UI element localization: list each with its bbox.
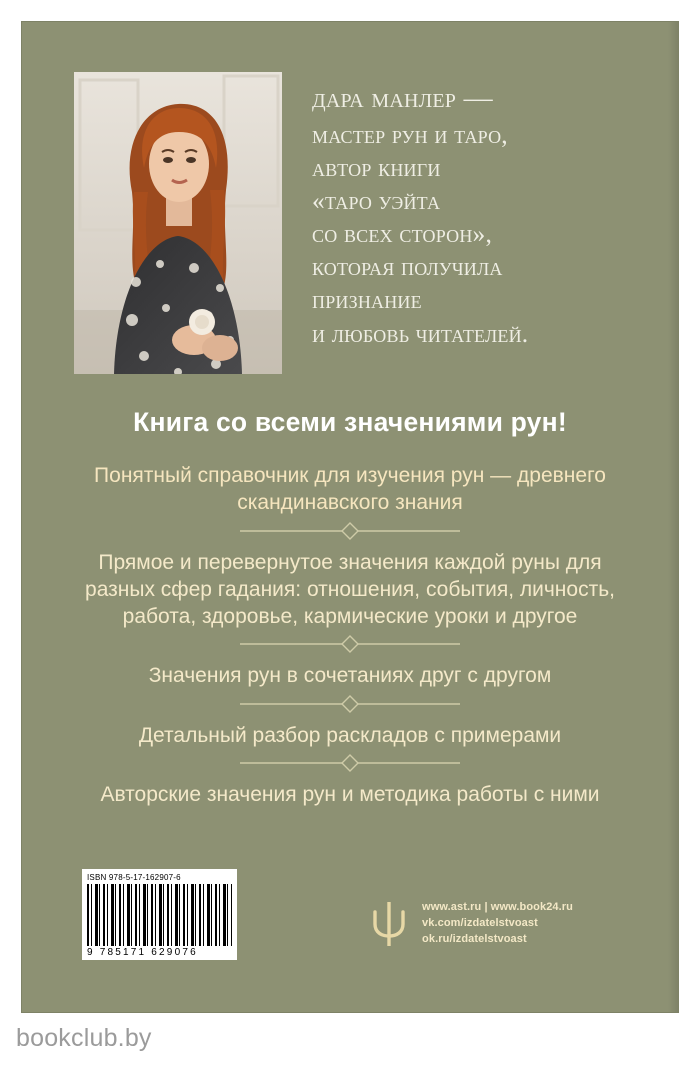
isbn-text: ISBN 978-5-17-162907-6 xyxy=(87,873,181,882)
author-block xyxy=(74,72,634,372)
barcode-bars xyxy=(87,884,232,946)
author-line-6: которая получила xyxy=(312,252,503,282)
ornament-icon xyxy=(230,694,470,714)
publisher-link-2[interactable]: vk.com/izdatelstvoast xyxy=(422,917,538,930)
barcode xyxy=(82,869,237,960)
author-line-8: и любовь читателей. xyxy=(312,318,529,348)
feature-item: Понятный справочник для изучения рун — древнего скандинавского знания xyxy=(94,464,606,515)
psi-logo-icon xyxy=(368,898,410,950)
feature-item: Авторские значения рун и методика работы с ними xyxy=(100,783,600,807)
publisher-links xyxy=(422,900,573,948)
author-photo xyxy=(74,72,282,374)
ornament-icon xyxy=(230,521,470,541)
ornament-icon xyxy=(230,634,470,654)
author-line-5: со всех сторон», xyxy=(312,219,493,249)
author-line-2: мастер рун и таро, xyxy=(312,119,508,149)
publisher-link-3[interactable]: ok.ru/izdatelstvoast xyxy=(422,932,527,945)
feature-item: Прямое и перевернутое значения каждой руны для разных сфер гадания: отношения, события, личность, работа, здоровье, кармические уроки и другое xyxy=(85,550,615,629)
publisher-link-1[interactable]: www.ast.ru | www.book24.ru xyxy=(422,901,573,914)
publisher-block xyxy=(368,898,573,950)
feature-item: Значения рун в сочетаниях друг с другом xyxy=(148,664,552,688)
author-line-7: признание xyxy=(312,285,422,315)
author-line-1: дара манлер — xyxy=(312,82,493,114)
ornament-divider xyxy=(62,634,638,660)
barcode-digits: 9 785171 629076 xyxy=(87,947,198,958)
author-description xyxy=(312,80,642,350)
headline: Книга со всеми значениями рун! xyxy=(133,407,567,437)
book-back-cover xyxy=(22,22,678,1012)
author-line-4: «таро уэйта xyxy=(312,185,441,215)
ornament-divider xyxy=(62,694,638,720)
ornament-divider xyxy=(62,753,638,779)
author-portrait-illustration xyxy=(74,72,282,374)
author-line-3: автор книги xyxy=(312,152,441,182)
ornament-icon xyxy=(230,753,470,773)
feature-item: Детальный разбор раскладов с примерами xyxy=(138,723,562,747)
feature-list xyxy=(62,462,638,808)
ornament-divider xyxy=(62,521,638,547)
site-watermark: bookclub.by xyxy=(16,1024,152,1052)
